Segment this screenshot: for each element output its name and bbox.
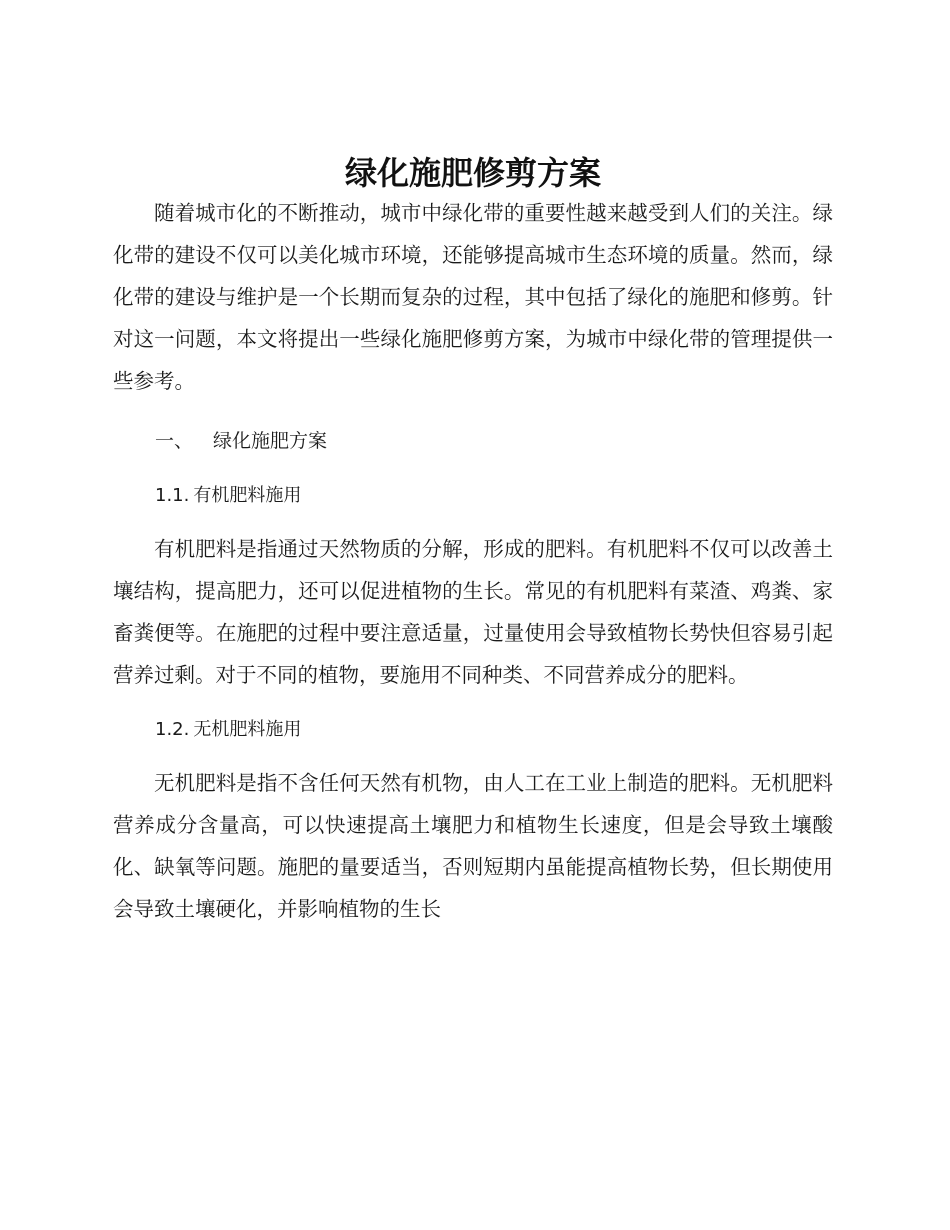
section-title: 绿化施肥方案: [213, 430, 328, 452]
document-title: 绿化施肥修剪方案: [344, 154, 601, 192]
subsection-number: 1.1.: [155, 485, 190, 506]
subsection-heading: [155, 476, 833, 516]
subsection-number: 1.2.: [155, 719, 190, 740]
body-paragraph: 无机肥料是指不含任何天然有机物，由人工在工业上制造的肥料。无机肥料营养成分含量高，可以快速提高土壤肥力和植物生长速度，但是会导致土壤酸化、缺氧等问题。施肥的量要适当，否则短期内虽能提高植物长势，但长期使用会导致土壤硬化，并影响植物的生长: [113, 771, 833, 921]
section-number: 一、: [155, 430, 194, 452]
intro-paragraph: 随着城市化的不断推动，城市中绿化带的重要性越来越受到人们的关注。绿化带的建设不仅可以美化城市环境，还能够提高城市生态环境的质量。然而，绿化带的建设与维护是一个长期而复杂的过程，其中包括了绿化的施肥和修剪。针对这一问题，本文将提出一些绿化施肥修剪方案，为城市中绿化带的管理提供一些参考。: [113, 201, 833, 393]
subsection-title: 有机肥料施用: [193, 485, 302, 506]
section-heading: [155, 420, 833, 462]
subsection-heading: [155, 710, 833, 750]
subsection-title: 无机肥料施用: [193, 719, 302, 740]
document-page: [113, 150, 833, 930]
body-paragraph: 有机肥料是指通过天然物质的分解，形成的肥料。有机肥料不仅可以改善土壤结构，提高肥力，还可以促进植物的生长。常见的有机肥料有菜渣、鸡粪、家畜粪便等。在施肥的过程中要注意适量，过量使用会导致植物长势快但容易引起营养过剩。对于不同的植物，要施用不同种类、不同营养成分的肥料。: [113, 537, 833, 687]
